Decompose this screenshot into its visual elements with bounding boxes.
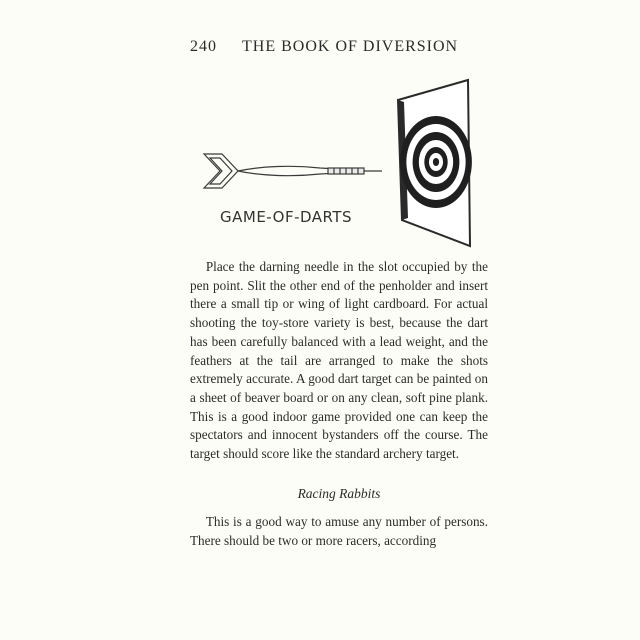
book-title: THE BOOK OF DIVERSION (242, 38, 459, 55)
body-paragraph-2 (190, 513, 488, 550)
body-paragraph-1 (190, 258, 488, 464)
paragraph-darts: Place the darning needle in the slot occupied by the pen point. Slit the other end of the penholder and insert there a small tip or wing of light cardboard. For actual shooting the toy-store variety is best, because the dart has been carefully balanced with a lead weight, and the feathers at the tail are arranged to make the shots extremely accurate. A good dart target can be painted on a sheet of beaver board or on any clean, soft pine plank. This is a good indoor game provided one can keep the spectators and innocent bystanders off the course. The target should score like the standard archery target. (190, 259, 488, 462)
page-number: 240 (190, 38, 217, 55)
dart-drawing (204, 154, 382, 188)
target-board-drawing (398, 80, 472, 246)
section-heading: Racing Rabbits (297, 486, 381, 501)
illustration-caption: GAME-OF-DARTS (220, 208, 353, 226)
running-head (190, 38, 490, 56)
paragraph-racing-rabbits: This is a good way to amuse any number of persons. There should be two or more racers, according (190, 514, 488, 548)
